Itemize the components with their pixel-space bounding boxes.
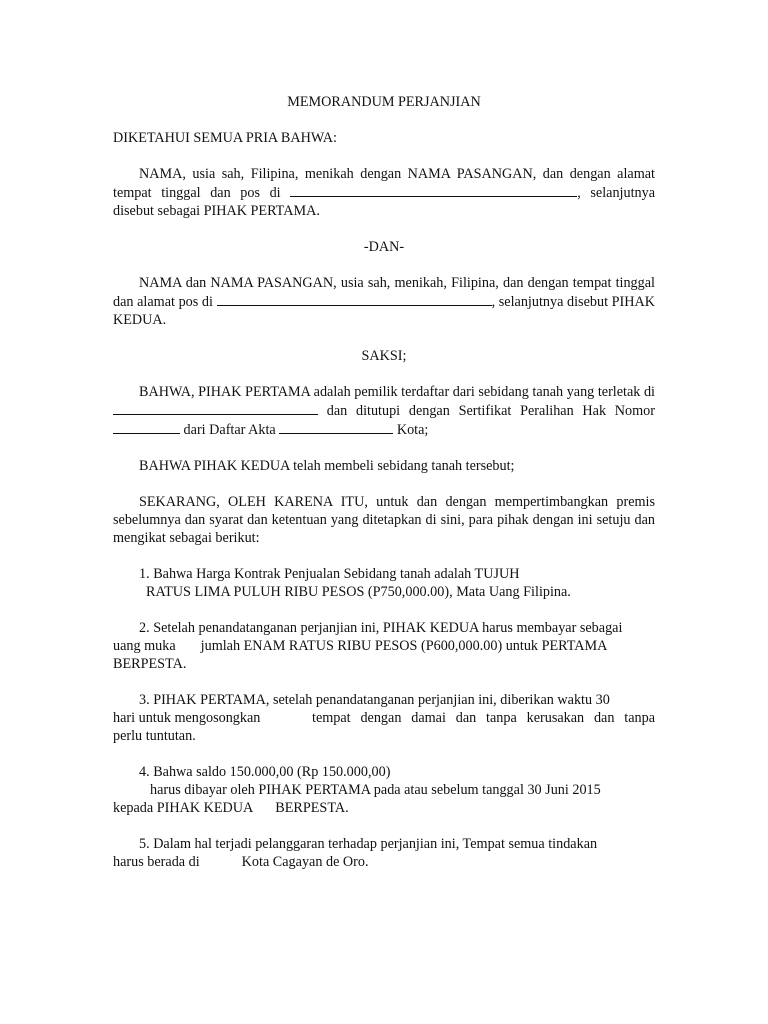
- whereas-one-text-2: dan ditutupi dengan Sertifikat Peralihan Hak Nomor: [326, 403, 655, 419]
- clause-4: [113, 763, 655, 817]
- saksi-heading: SAKSI;: [361, 348, 407, 364]
- document-body: [113, 93, 655, 871]
- party-two-text-1: NAMA dan NAMA PASANGAN, usia sah, menikah, Filipina, dan dengan tempat tinggal dan alamat pos di: [113, 275, 655, 310]
- clause-4-line-1: 4. Bahwa saldo 150.000,00 (Rp 150.000,00): [139, 764, 391, 780]
- dan-separator: -DAN-: [363, 239, 405, 255]
- clause-1: [113, 565, 655, 601]
- intro-heading: DIKETAHUI SEMUA PRIA BAHWA:: [113, 130, 337, 146]
- clause-5: [113, 835, 655, 871]
- clause-4-line-2: harus dibayar oleh PIHAK PERTAMA pada atau sebelum tanggal 30 Juni 2015: [150, 782, 601, 798]
- party-two-paragraph: [113, 274, 655, 329]
- party-one-text-3: selanjutnya disebut sebagai PIHAK PERTAMA.: [113, 185, 656, 219]
- document-title: MEMORANDUM PERJANJIAN: [287, 94, 481, 110]
- clause-1-line-2: RATUS LIMA PULUH RIBU PESOS (P750,000.00), Mata Uang Filipina.: [146, 584, 571, 600]
- clause-3: [113, 691, 655, 745]
- clause-2: [113, 619, 655, 673]
- clause-4-line-3: kepada PIHAK KEDUA BERPESTA.: [113, 800, 349, 816]
- clause-3-line-2: hari untuk mengosongkan tempat dengan damai dan tanpa kerusakan dan tanpa: [113, 710, 655, 726]
- address-blank-line: [217, 292, 492, 306]
- whereas-one-text-4: Kota;: [396, 422, 429, 438]
- clause-2-line-2: uang muka jumlah ENAM RATUS RIBU PESOS (P600,000.00) untuk PERTAMA: [113, 638, 608, 654]
- whereas-one-text-1: BAHWA, PIHAK PERTAMA adalah pemilik terdaftar dari sebidang tanah yang terletak di: [139, 384, 655, 400]
- now-therefore-paragraph: SEKARANG, OLEH KARENA ITU, untuk dan dengan mempertimbangkan premis sebelumnya dan syarat dan ketentuan yang ditetapkan di sini, para pihak dengan ini setuju dan mengikat sebagai berikut:: [113, 494, 655, 546]
- clause-1-line-1: 1. Bahwa Harga Kontrak Penjualan Sebidang tanah adalah TUJUH: [139, 566, 520, 582]
- clause-3-line-3: perlu tuntutan.: [113, 728, 196, 744]
- clause-5-line-2: harus berada di Kota Cagayan de Oro.: [113, 854, 369, 870]
- address-blank-line: [290, 183, 577, 197]
- party-two-text-2: , selanjutnya disebut PIHAK KEDUA.: [113, 294, 655, 328]
- whereas-one-paragraph: [113, 383, 655, 439]
- deed-registry-blank-line: [279, 420, 393, 434]
- clause-5-line-1: 5. Dalam hal terjadi pelanggaran terhadap perjanjian ini, Tempat semua tindakan: [139, 836, 598, 852]
- whereas-one-text-3: dari Daftar Akta: [183, 422, 276, 438]
- certificate-number-blank-line: [113, 420, 180, 434]
- party-one-text-1: NAMA, usia sah, Filipina, menikah dengan NAMA PASANGAN, dan dengan alamat tempat tinggal dan pos di: [113, 166, 655, 201]
- party-one-text-2: ,: [577, 185, 581, 201]
- whereas-two-paragraph: BAHWA PIHAK KEDUA telah membeli sebidang tanah tersebut;: [139, 458, 515, 474]
- clause-3-line-1: 3. PIHAK PERTAMA, setelah penandatanganan perjanjian ini, diberikan waktu 30: [139, 692, 610, 708]
- clause-2-line-1: 2. Setelah penandatanganan perjanjian ini, PIHAK KEDUA harus membayar sebagai: [139, 620, 623, 636]
- clause-2-line-3: BERPESTA.: [113, 656, 187, 672]
- party-one-paragraph: [113, 165, 655, 220]
- location-blank-line: [113, 401, 318, 415]
